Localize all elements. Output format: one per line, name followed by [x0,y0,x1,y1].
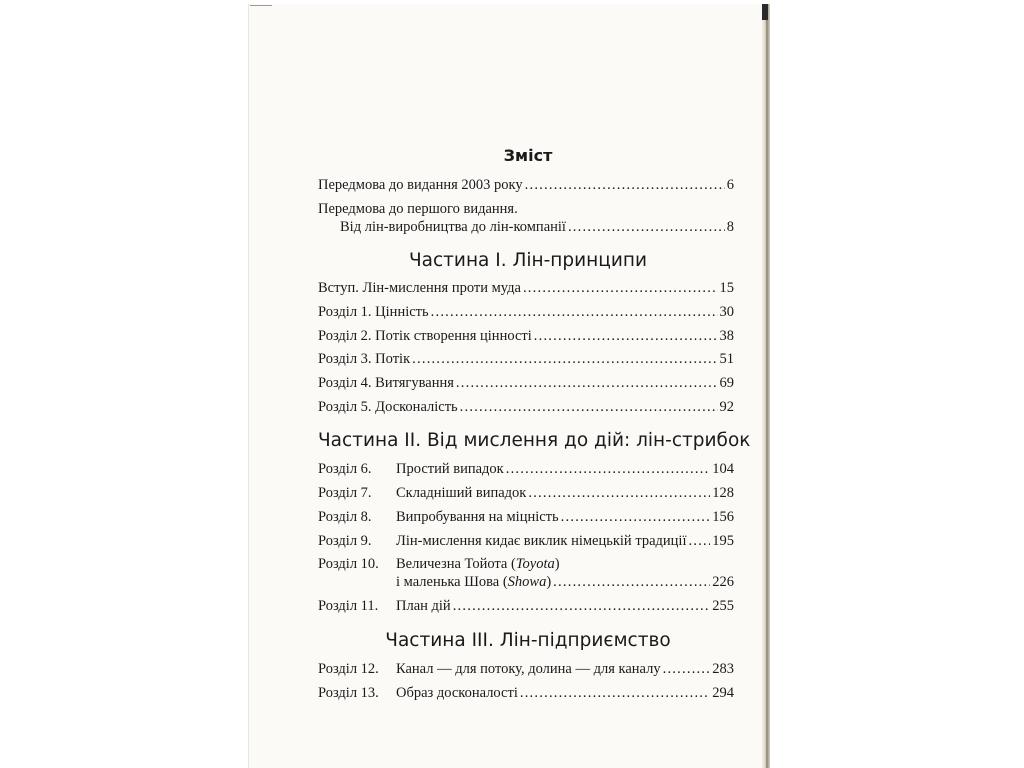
dot-leader [523,279,718,297]
toc-entry-chapter-7 [318,484,734,502]
part-1-heading: Частина I. Лін-принципи [408,250,648,271]
chapter-prefix: Розділ 6. [318,461,372,477]
toc-entry-intro [318,279,734,297]
entry-label: Складніший випадок [396,485,527,501]
toc-entry-chapter-9 [318,532,734,550]
chapter-prefix: Розділ 10. [318,556,379,572]
dot-leader [431,303,718,321]
entry-label-line1-c: ) [554,556,560,572]
entry-label: Лін-мислення кидає виклик німецькій традиції [396,533,687,549]
toc-entry-chapter-5 [318,398,734,416]
entry-label: Розділ 4. Витягування [318,375,454,391]
toc-title: Зміст [503,146,553,165]
page-number: 255 [712,598,734,614]
entry-label: Розділ 5. Досконалість [318,399,458,415]
entry-label: План дій [396,598,451,614]
toc-entry-chapter-6 [318,460,734,478]
dot-leader [561,508,711,526]
toc-entry-chapter-1 [318,303,734,321]
dot-leader [525,176,725,194]
page-number: 195 [712,533,734,549]
chapter-prefix: Розділ 8. [318,509,372,525]
toc-entry-preface-2003 [318,176,734,194]
dot-leader [663,660,711,678]
dot-leader [456,374,718,392]
entry-label: Передмова до видання 2003 року [318,177,523,193]
page-number: 104 [712,461,734,477]
page-number: 8 [726,219,734,235]
toc-entry-chapter-11 [318,597,734,615]
chapter-prefix: Розділ 13. [318,685,379,701]
dot-leader [453,597,711,615]
dot-leader [412,350,717,368]
page-number: 156 [712,509,734,525]
entry-label-line2-a: і маленька Шова ( [396,574,508,590]
page-number: 6 [726,177,734,193]
dot-leader [528,484,710,502]
page-edge-shadow [762,4,768,20]
page-number: 15 [719,280,734,296]
page-number: 69 [719,375,734,391]
page-number: 226 [712,574,734,590]
entry-label: Образ досконалості [396,685,518,701]
chapter-prefix: Розділ 12. [318,661,379,677]
dot-leader [553,573,710,591]
top-rule [250,5,272,6]
entry-label-line2: Від лін-виробництва до лін-компанії [340,219,566,235]
entry-label: Вступ. Лін-мислення проти муда [318,280,521,296]
toc-entry-preface-first [318,200,734,236]
page-number: 92 [719,399,734,415]
toc-entry-chapter-2 [318,327,734,345]
entry-label-line2-b: Showa [507,574,547,590]
chapter-prefix: Розділ 9. [318,533,372,549]
page-number: 51 [719,351,734,367]
page-number: 283 [712,661,734,677]
entry-label: Випробування на міцність [396,509,559,525]
page-number: 38 [719,328,734,344]
toc-entry-chapter-3 [318,350,734,368]
entry-label-line1-b: Toyota [515,556,555,572]
part-3-heading: Частина III. Лін-підприємство [385,630,671,651]
dot-leader [568,218,725,236]
dot-leader [506,460,711,478]
toc-entry-chapter-4 [318,374,734,392]
part-2-heading: Частина II. Від мислення до дій: лін-стрибок [318,430,751,451]
entry-label-line1-a: Величезна Тойота ( [396,556,516,572]
entry-label-line1: Передмова до першого видання. [318,201,518,217]
entry-label-line2-c: ) [546,574,552,590]
toc-entry-chapter-8 [318,508,734,526]
page-number: 30 [719,304,734,320]
toc-entry-chapter-13 [318,684,734,702]
entry-label: Розділ 2. Потік створення цінності [318,328,532,344]
page-number: 294 [712,685,734,701]
entry-label: Канал — для потоку, долина — для каналу [396,661,661,677]
toc-entry-chapter-12 [318,660,734,678]
entry-label: Розділ 3. Потік [318,351,411,367]
toc-entry-chapter-10 [318,555,734,591]
entry-label: Розділ 1. Цінність [318,304,429,320]
page-edge [762,4,770,768]
page-number: 128 [712,485,734,501]
chapter-prefix: Розділ 11. [318,598,379,614]
dot-leader [520,684,710,702]
dot-leader [460,398,718,416]
entry-label: Простий випадок [396,461,504,477]
dot-leader [688,532,710,550]
dot-leader [534,327,718,345]
chapter-prefix: Розділ 7. [318,485,372,501]
